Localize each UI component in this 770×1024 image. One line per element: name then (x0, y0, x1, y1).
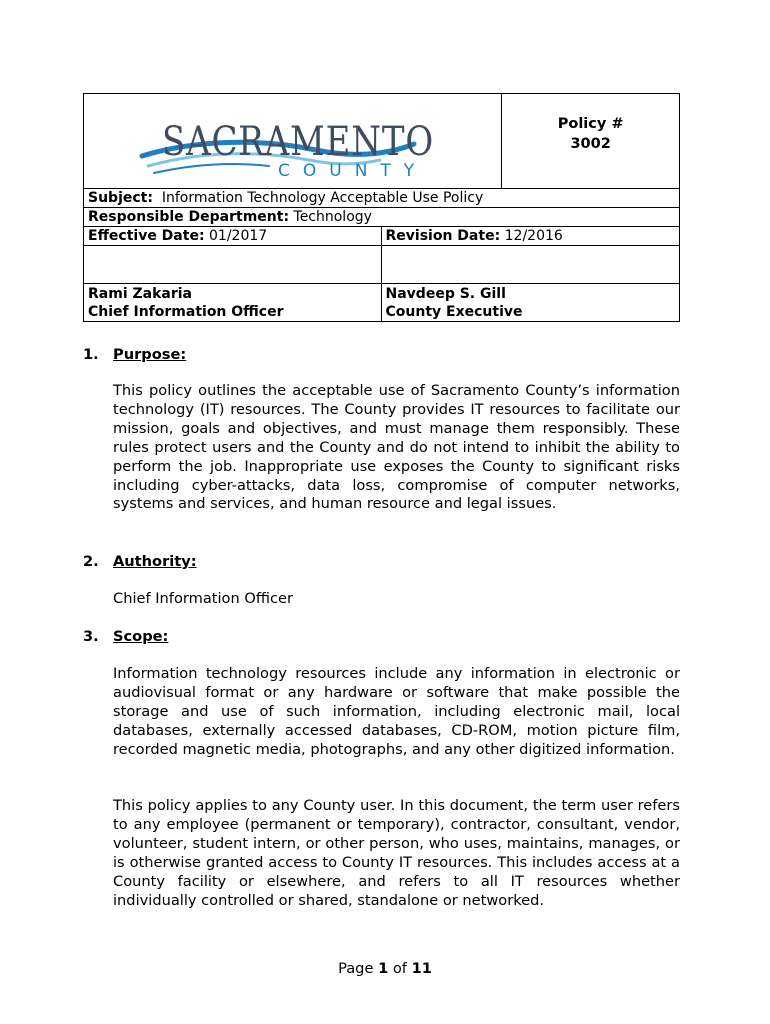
section-title: Purpose: (113, 346, 187, 363)
section-number: 2. (83, 553, 99, 570)
sacramento-county-logo (84, 94, 503, 188)
effective-date-label: Effective Date: (88, 228, 205, 244)
section-heading-scope (83, 627, 168, 646)
section-title: Authority: (113, 553, 197, 570)
department-row (84, 208, 680, 227)
department-label: Responsible Department: (88, 209, 290, 225)
purpose-paragraph: This policy outlines the acceptable use of Sacramento County’s information technology (IT) resources. The County provides IT resources to facilitate our mission, goals and objectives, and must manage them responsibly. These rules protect users and the County and do not intend to inhibit the ability to perform the job. Inappropriate use exposes the County to significant risks including cyber-attacks, data loss, compromise of computer networks, systems and services, and human resource and legal issues. (113, 382, 680, 513)
scope-paragraph-1: Information technology resources include any information in electronic or audiovisual format or any hardware or software that make possible the storage and use of such information, including electronic mail, local databases, externally accessed databases, CD-ROM, motion picture film, recorded magnetic media, photographs, and any other digitized information. (113, 665, 680, 758)
page-word: Page (338, 960, 374, 977)
subject-value: Information Technology Acceptable Use Policy (161, 190, 484, 206)
signer-2-title: County Executive (385, 304, 523, 320)
logo-text-top: SACRAMENTO (162, 119, 434, 165)
of-word: of (392, 960, 407, 977)
policy-header-table (83, 93, 680, 322)
signer-2-cell (381, 284, 679, 322)
section-heading-purpose (83, 345, 186, 364)
revision-date-label: Revision Date: (385, 228, 501, 244)
page-current: 1 (378, 960, 389, 977)
policy-label: Policy # (557, 116, 624, 132)
logo-text-bottom: COUNTY (278, 161, 428, 181)
effective-date-cell (84, 227, 382, 246)
department-value: Technology (293, 209, 372, 225)
revision-date-cell (381, 227, 679, 246)
page-total: 11 (411, 960, 432, 977)
scope-paragraph-2: This policy applies to any County user. In this document, the term user refers to any employee (permanent or temporary), contractor, consultant, vendor, volunteer, student intern, or other person, who uses, maintains, manages, or is otherwise granted access to County IT resources. This includes access at a County facility or elsewhere, and refers to all IT resources whether individually controlled or shared, standalone or networked. (113, 797, 680, 909)
section-number: 3. (83, 628, 99, 645)
section-heading-authority (83, 552, 197, 571)
signer-1-title: Chief Information Officer (88, 304, 284, 320)
signer-1-cell (84, 284, 382, 322)
signature-cell-1 (84, 246, 382, 284)
subject-row (84, 189, 680, 208)
section-title: Scope: (113, 628, 169, 645)
signature-cell-2 (381, 246, 679, 284)
revision-date-value: 12/2016 (504, 228, 563, 244)
effective-date-value: 01/2017 (209, 228, 268, 244)
page-footer (0, 960, 770, 977)
signer-2-name: Navdeep S. Gill (385, 286, 506, 302)
subject-label: Subject: (88, 190, 153, 206)
policy-number: 3002 (570, 136, 611, 152)
logo-cell (84, 94, 502, 189)
section-number: 1. (83, 346, 99, 363)
authority-paragraph: Chief Information Officer (113, 590, 293, 607)
policy-number-cell (502, 94, 680, 189)
signer-1-name: Rami Zakaria (88, 286, 192, 302)
